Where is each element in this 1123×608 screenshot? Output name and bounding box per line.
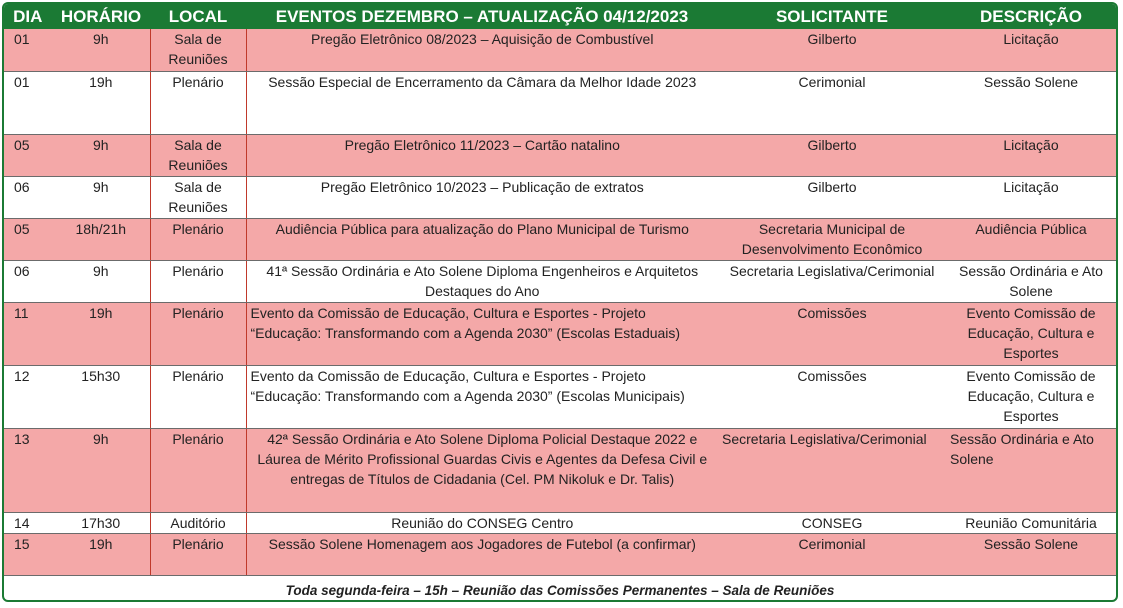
cell-solicitante: Secretaria Legislativa/Cerimonial [718,260,946,302]
cell-descricao: Sessão Solene [946,533,1116,575]
cell-local: Plenário [150,428,246,512]
cell-horario: 9h [52,260,150,302]
cell-dia: 06 [4,176,52,218]
cell-dia: 05 [4,218,52,260]
cell-solicitante: Comissões [718,365,946,428]
cell-descricao: Audiência Pública [946,218,1116,260]
cell-local: Auditório [150,512,246,533]
table-row [4,29,1116,71]
cell-solicitante: Comissões [718,302,946,365]
cell-descricao: Evento Comissão de Educação, Cultura e Esportes [946,302,1116,365]
cell-dia: 12 [4,365,52,428]
cell-descricao: Licitação [946,176,1116,218]
cell-horario: 19h [52,302,150,365]
cell-local: Plenário [150,302,246,365]
cell-solicitante: Gilberto [718,176,946,218]
table-row [4,134,1116,176]
cell-evento: Pregão Eletrônico 11/2023 – Cartão natalino [246,134,718,176]
cell-local: Plenário [150,533,246,575]
cell-solicitante: Cerimonial [718,533,946,575]
header-local: LOCAL [150,4,246,29]
cell-local: Plenário [150,218,246,260]
cell-dia: 06 [4,260,52,302]
cell-horario: 9h [52,29,150,71]
cell-evento: Evento da Comissão de Educação, Cultura e Esportes - Projeto “Educação: Transformando com a Agenda 2030” (Escolas Estaduais) [246,302,718,365]
table-row [4,533,1116,575]
header-dia: DIA [4,4,52,29]
cell-evento: Pregão Eletrônico 08/2023 – Aquisição de Combustível [246,29,718,71]
header-row [4,4,1116,29]
cell-descricao: Sessão Ordinária e Ato Solene [946,428,1116,512]
cell-dia: 15 [4,533,52,575]
cell-evento: Sessão Especial de Encerramento da Câmara da Melhor Idade 2023 [246,71,718,134]
header-descricao: DESCRIÇÃO [946,4,1116,29]
events-table-frame [2,2,1118,602]
cell-horario: 15h30 [52,365,150,428]
cell-evento: Sessão Solene Homenagem aos Jogadores de Futebol (a confirmar) [246,533,718,575]
cell-horario: 9h [52,176,150,218]
cell-evento: Reunião do CONSEG Centro [246,512,718,533]
cell-local: Plenário [150,365,246,428]
table-row [4,176,1116,218]
cell-descricao: Evento Comissão de Educação, Cultura e Esportes [946,365,1116,428]
cell-solicitante: Gilberto [718,29,946,71]
cell-descricao: Reunião Comunitária [946,512,1116,533]
cell-descricao: Licitação [946,29,1116,71]
footer-note: Toda segunda-feira – 15h – Reunião das Comissões Permanentes – Sala de Reuniões [285,583,835,598]
events-body [4,29,1116,575]
cell-dia: 05 [4,134,52,176]
cell-dia: 01 [4,29,52,71]
cell-solicitante: Gilberto [718,134,946,176]
cell-descricao: Licitação [946,134,1116,176]
cell-descricao: Sessão Ordinária e Ato Solene [946,260,1116,302]
cell-horario: 18h/21h [52,218,150,260]
cell-descricao: Sessão Solene [946,71,1116,134]
cell-horario: 9h [52,428,150,512]
cell-evento: Evento da Comissão de Educação, Cultura e Esportes - Projeto “Educação: Transformando com a Agenda 2030” (Escolas Municipais) [246,365,718,428]
cell-solicitante: Secretaria Legislativa/Cerimonial [718,428,946,512]
header-solicitante: SOLICITANTE [718,4,946,29]
cell-dia: 13 [4,428,52,512]
table-row [4,365,1116,428]
table-row [4,71,1116,134]
cell-dia: 14 [4,512,52,533]
header-horario: HORÁRIO [52,4,150,29]
cell-local: Sala de Reuniões [150,29,246,71]
cell-evento: Audiência Pública para atualização do Plano Municipal de Turismo [246,218,718,260]
cell-solicitante: Secretaria Municipal de Desenvolvimento Econômico [718,218,946,260]
cell-solicitante: Cerimonial [718,71,946,134]
events-table [4,4,1117,576]
table-row [4,218,1116,260]
table-row [4,428,1116,512]
table-row [4,302,1116,365]
cell-evento: 41ª Sessão Ordinária e Ato Solene Diploma Engenheiros e Arquitetos Destaques do Ano [246,260,718,302]
cell-dia: 01 [4,71,52,134]
cell-solicitante: CONSEG [718,512,946,533]
cell-local: Plenário [150,260,246,302]
table-row [4,260,1116,302]
table-row [4,512,1116,533]
cell-local: Sala de Reuniões [150,176,246,218]
cell-horario: 19h [52,71,150,134]
cell-local: Plenário [150,71,246,134]
header-eventos: EVENTOS DEZEMBRO – ATUALIZAÇÃO 04/12/2023 [246,4,718,29]
cell-evento: Pregão Eletrônico 10/2023 – Publicação de extratos [246,176,718,218]
cell-local: Sala de Reuniões [150,134,246,176]
cell-horario: 17h30 [52,512,150,533]
cell-evento: 42ª Sessão Ordinária e Ato Solene Diploma Policial Destaque 2022 e Láurea de Mérito Profissional Guardas Civis e Agentes da Defesa Civil e entregas de Títulos de Cidadania (Cel. PM Nikoluk e Dr. Talis) [246,428,718,512]
cell-horario: 19h [52,533,150,575]
cell-horario: 9h [52,134,150,176]
cell-dia: 11 [4,302,52,365]
